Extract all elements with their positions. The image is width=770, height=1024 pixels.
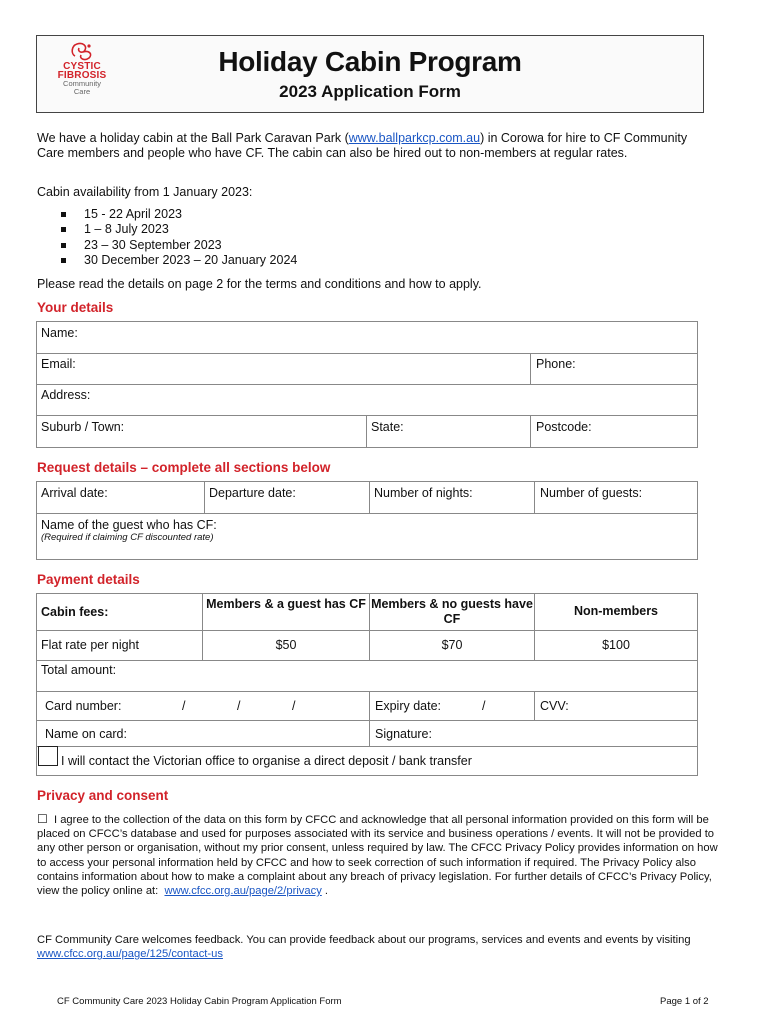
cf-guest-note: (Required if claiming CF discounted rate) bbox=[41, 532, 214, 543]
direct-deposit-label: I will contact the Victorian office to organise a direct deposit / bank transfer bbox=[61, 754, 472, 768]
read-note: Please read the details on page 2 for the terms and conditions and how to apply. bbox=[37, 277, 482, 291]
privacy-paragraph bbox=[37, 812, 727, 898]
divider bbox=[37, 720, 697, 721]
card-slash: / bbox=[182, 699, 186, 713]
ballpark-link[interactable]: www.ballparkcp.com.au bbox=[348, 131, 481, 145]
list-item: 23 – 30 September 2023 bbox=[60, 238, 297, 253]
email-field[interactable]: Email: bbox=[41, 357, 76, 371]
header-box bbox=[36, 35, 704, 113]
divider bbox=[37, 513, 697, 514]
cvv-field[interactable]: CVV: bbox=[540, 699, 569, 713]
logo-text-cystic: CYSTIC bbox=[63, 61, 101, 72]
divider bbox=[37, 415, 697, 416]
payment-details-table bbox=[36, 593, 698, 776]
card-number-field[interactable]: Card number: bbox=[45, 699, 122, 713]
logo-text-care: Care bbox=[73, 87, 91, 96]
privacy-end: . bbox=[324, 885, 329, 898]
privacy-heading: Privacy and consent bbox=[37, 788, 169, 803]
list-item: 30 December 2023 – 20 January 2024 bbox=[60, 253, 297, 268]
flat-rate-label: Flat rate per night bbox=[41, 638, 139, 652]
divider bbox=[534, 691, 535, 720]
divider bbox=[37, 353, 697, 354]
request-details-heading: Request details – complete all sections below bbox=[37, 460, 331, 475]
arrival-date-field[interactable]: Arrival date: bbox=[41, 486, 108, 500]
guests-field[interactable]: Number of guests: bbox=[540, 486, 643, 500]
divider bbox=[366, 415, 367, 447]
address-field[interactable]: Address: bbox=[41, 388, 91, 402]
total-amount-field[interactable]: Total amount: bbox=[41, 663, 117, 677]
expiry-date-field[interactable]: Expiry date: bbox=[375, 699, 442, 713]
departure-date-field[interactable]: Departure date: bbox=[209, 486, 296, 500]
footer-title: CF Community Care 2023 Holiday Cabin Program Application Form bbox=[57, 996, 342, 1007]
divider bbox=[37, 384, 697, 385]
divider bbox=[37, 660, 697, 661]
list-item: 15 - 22 April 2023 bbox=[60, 207, 297, 222]
logo-text-fibrosis: FIBROSIS bbox=[57, 70, 107, 81]
divider bbox=[37, 691, 697, 692]
nights-field[interactable]: Number of nights: bbox=[374, 486, 473, 500]
phone-field[interactable]: Phone: bbox=[536, 357, 576, 371]
availability-list bbox=[60, 207, 297, 268]
intro-paragraph bbox=[37, 131, 707, 161]
suburb-field[interactable]: Suburb / Town: bbox=[41, 420, 125, 434]
page-number: Page 1 of 2 bbox=[660, 996, 709, 1007]
card-slash: / bbox=[292, 699, 296, 713]
expiry-slash: / bbox=[482, 699, 486, 713]
your-details-table bbox=[36, 321, 698, 448]
price-member-cf: $50 bbox=[275, 638, 297, 652]
payment-details-heading: Payment details bbox=[37, 572, 140, 587]
your-details-heading: Your details bbox=[37, 300, 114, 315]
page-title: Holiday Cabin Program bbox=[218, 46, 522, 77]
direct-deposit-checkbox[interactable] bbox=[38, 746, 58, 766]
logo-text-community: Community bbox=[63, 79, 101, 88]
page-subtitle: 2023 Application Form bbox=[279, 82, 461, 101]
feedback-text: CF Community Care welcomes feedback. You can provide feedback about our programs, services and events and events by visiting bbox=[37, 934, 691, 946]
intro-text-start: We have a holiday cabin at the Ball Park Caravan Park ( bbox=[37, 131, 349, 145]
fee-col-non-member: Non-members bbox=[573, 604, 659, 618]
fee-col-member-no-cf: Members & no guests have CF bbox=[371, 597, 533, 626]
divider bbox=[534, 482, 535, 513]
price-member-no-cf: $70 bbox=[441, 638, 463, 652]
intro-text-end: ) in Corowa for hire to CF Community Care members and people who have CF. The cabin can also be hired out to non-members at regular rates. bbox=[37, 131, 688, 160]
divider bbox=[37, 630, 697, 631]
signature-field[interactable]: Signature: bbox=[375, 727, 432, 741]
postcode-field[interactable]: Postcode: bbox=[536, 420, 592, 434]
divider bbox=[369, 691, 370, 746]
request-details-table bbox=[36, 481, 698, 560]
cabin-fees-label: Cabin fees: bbox=[41, 605, 109, 619]
divider bbox=[37, 746, 697, 747]
divider bbox=[530, 353, 531, 384]
cf-guest-field[interactable]: Name of the guest who has CF: bbox=[41, 518, 217, 532]
list-item: 1 – 8 July 2023 bbox=[60, 222, 297, 237]
price-non-member: $100 bbox=[602, 638, 630, 652]
name-on-card-field[interactable]: Name on card: bbox=[45, 727, 127, 741]
divider bbox=[530, 415, 531, 447]
privacy-checkbox[interactable]: ☐ bbox=[37, 812, 48, 826]
feedback-paragraph bbox=[37, 933, 717, 961]
privacy-text: I agree to the collection of the data on this form by CFCC and acknowledge that all personal information provided on this form will be placed on CFCC’s database and used for purposes associated with its service and business operations / events. It will not be provided to any other person or organisation, without my prior consent, unless required by law. The CFCC Privacy Policy provides information on how to access your personal information held by CFCC and how to seek correction of such information if required. The Privacy Policy also contains information about how to make a complaint about any breach of privacy legislation. For further details of CFCC’s Privacy Policy, view the policy online at: bbox=[37, 814, 718, 898]
privacy-link[interactable]: www.cfcc.org.au/page/2/privacy bbox=[164, 885, 322, 898]
divider bbox=[369, 482, 370, 513]
state-field[interactable]: State: bbox=[371, 420, 404, 434]
availability-label: Cabin availability from 1 January 2023: bbox=[37, 185, 253, 199]
divider bbox=[204, 482, 205, 513]
contact-link[interactable]: www.cfcc.org.au/page/125/contact-us bbox=[37, 948, 223, 961]
fee-col-member-cf: Members & a guest has CF bbox=[206, 597, 366, 611]
card-slash: / bbox=[237, 699, 241, 713]
name-field[interactable]: Name: bbox=[41, 326, 78, 340]
